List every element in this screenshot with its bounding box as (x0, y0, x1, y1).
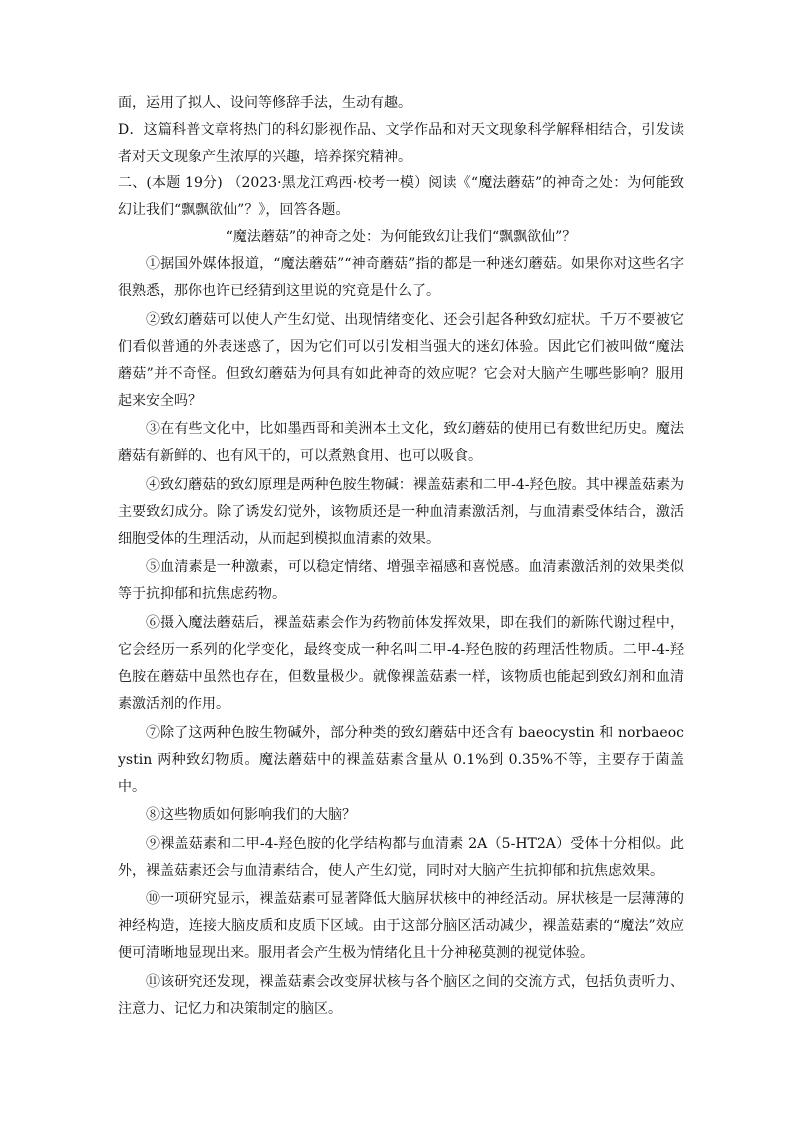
paragraph-11: ⑪该研究还发现，裸盖菇素会改变屏状核与各个脑区之间的交流方式，包括负责听力、注意力、记忆力和决策制定的脑区。 (118, 973, 684, 1017)
paragraph-6: ⑥摄入魔法蘑菇后，裸盖菇素会作为药物前体发挥效果，即在我们的新陈代谢过程中，它会经历一系列的化学变化，最终变成一种名叫二甲-4-羟色胺的药理活性物质。二甲-4-羟色胺在蘑菇中虽然也存在，但数量极少。就像裸盖菇素一样，该物质也能起到致幻剂和血清素激活剂的作用。 (118, 614, 684, 712)
question-intro: 二、(本题 19分) （2023·黑龙江鸡西·校考一模）阅读《“魔法蘑菇”的神奇之处：为何能致幻让我们“飘飘欲仙”？》，回答各题。 (118, 175, 684, 219)
option-d: D．这篇科普文章将热门的科幻影视作品、文学作品和对天文现象科学解释相结合，引发读者对天文现象产生浓厚的兴趣，培养探究精神。 (118, 121, 684, 165)
paragraph-10: ⑩一项研究显示，裸盖菇素可显著降低大脑屏状核中的神经活动。屏状核是一层薄薄的神经构造，连接大脑皮质和皮质下区域。由于这部分脑区活动减少，裸盖菇素的“魔法”效应便可清晰地显现出来。服用者会产生极为情绪化且十分神秘莫测的视觉体验。 (118, 891, 684, 962)
article-title: “魔法蘑菇”的神奇之处：为何能致幻让我们“飘飘欲仙”？ (225, 228, 577, 245)
document-content (118, 90, 684, 1025)
paragraph-8: ⑧这些物质如何影响我们的大脑？ (146, 807, 356, 824)
paragraph-4: ④致幻蘑菇的致幻原理是两种色胺生物碱：裸盖菇素和二甲-4-羟色胺。其中裸盖菇素为主要致幻成分。除了诱发幻觉外，该物质还是一种血清素激活剂，与血清素受体结合，激活细胞受体的生理活动，从而起到模拟血清素的效果。 (118, 476, 684, 547)
paragraph-2: ②致幻蘑菇可以使人产生幻觉、出现情绪变化、还会引起各种致幻症状。千万不要被它们看似普通的外表迷惑了，因为它们可以引发相当强大的迷幻体验。因此它们被叫做“魔法蘑菇”并不奇怪。但致幻蘑菇为何具有如此神奇的效应呢？它会对大脑产生哪些影响？服用起来安全吗？ (118, 311, 684, 409)
paragraph-5: ⑤血清素是一种激素，可以稳定情绪、增强幸福感和喜悦感。血清素激活剂的效果类似等于抗抑郁和抗焦虑药物。 (118, 559, 684, 603)
paragraph-7: ⑦除了这两种色胺生物碱外，部分种类的致幻蘑菇中还含有 baeocystin 和 norbaeocystin 两种致幻物质。魔法蘑菇中的裸盖菇素含量从 0.1%到 0.35%不等，主要存于菌盖中。 (118, 724, 684, 795)
option-c-continuation: 面，运用了拟人、设问等修辞手法，生动有趣。 (118, 95, 412, 111)
paragraph-9: ⑨裸盖菇素和二甲-4-羟色胺的化学结构都与血清素 2A（5-HT2A）受体十分相似。此外，裸盖菇素还会与血清素结合，使人产生幻觉，同时对大脑产生抗抑郁和抗焦虑效果。 (118, 835, 684, 879)
paragraph-1: ①据国外媒体报道，“魔法蘑菇”“神奇蘑菇”指的都是一种迷幻蘑菇。如果你对这些名字很熟悉，那你也许已经猜到这里说的究竟是什么了。 (118, 255, 684, 299)
paragraph-3: ③在有些文化中，比如墨西哥和美洲本土文化，致幻蘑菇的使用已有数世纪历史。魔法蘑菇有新鲜的、也有风干的，可以煮熟食用、也可以吸食。 (118, 421, 684, 465)
